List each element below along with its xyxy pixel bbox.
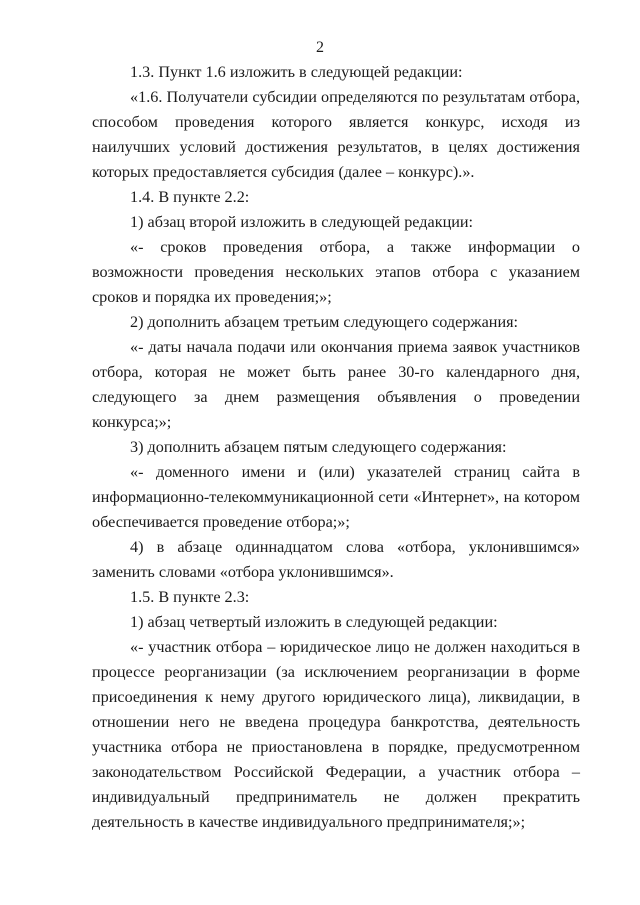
paragraph-1-4-item-4: 4) в абзаце одиннадцатом слова «отбора, уклонившимся» заменить словами «отбора уклонившимся». — [92, 538, 580, 581]
paragraph-1-5-item-1: 1) абзац четвертый изложить в следующей редакции: — [130, 613, 498, 631]
paragraph-1-5-item-1-text: «- участник отбора – юридическое лицо не должен находиться в процессе реорганизации (за исключением реорганизации в форме присоединения к нему другого юридического лица), ликвидации, в отношении него не введена процедура банкротства, деятельность участника отбора не приостановлена в порядке, предусмотренном законодательством Российской Федерации, а участник отбора – индивидуальный предприниматель не должен прекратить деятельность в качестве индивидуального предпринимателя;»; — [92, 638, 580, 831]
paragraph-1-3-heading: 1.3. Пункт 1.6 изложить в следующей редакции: — [130, 63, 463, 81]
paragraph-1-4-item-3-text: «- доменного имени и (или) указателей страниц сайта в информационно-телекоммуникационной сети «Интернет», на котором обеспечивается проведение отбора;»; — [92, 463, 580, 531]
document-body — [92, 60, 580, 835]
paragraph-1-4-item-2-text: «- даты начала подачи или окончания приема заявок участников отбора, которая не может быть ранее 30-го календарного дня, следующего за днем размещения объявления о проведении конкурса;»; — [92, 338, 580, 431]
paragraph-1-4-heading: 1.4. В пункте 2.2: — [130, 188, 250, 206]
paragraph-clause-1-6: «1.6. Получатели субсидии определяются по результатам отбора, способом проведения которого является конкурс, исходя из наилучших условий достижения результатов, в целях достижения которых предоставляется субсидия (далее – конкурс).». — [92, 88, 580, 181]
paragraph-1-4-item-1: 1) абзац второй изложить в следующей редакции: — [130, 213, 474, 231]
page-number: 2 — [316, 39, 324, 56]
paragraph-1-4-item-2: 2) дополнить абзацем третьим следующего содержания: — [130, 313, 519, 331]
paragraph-1-4-item-3: 3) дополнить абзацем пятым следующего содержания: — [130, 438, 507, 456]
paragraph-1-5-heading: 1.5. В пункте 2.3: — [130, 588, 250, 606]
paragraph-1-4-item-1-text: «- сроков проведения отбора, а также информации о возможности проведения нескольких этапов отбора с указанием сроков и порядка их проведения;»; — [92, 238, 580, 306]
